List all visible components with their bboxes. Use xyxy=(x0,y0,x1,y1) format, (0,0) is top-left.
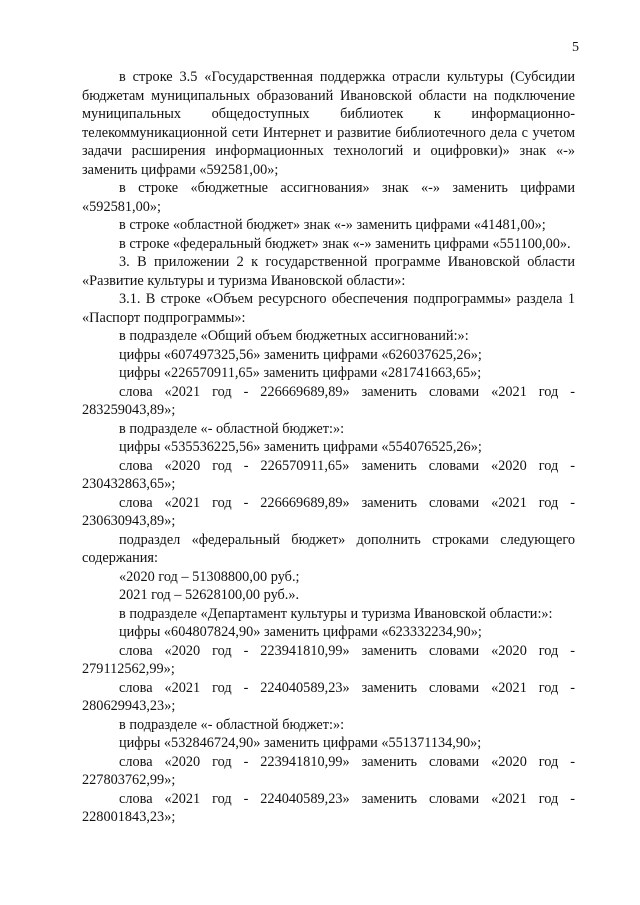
paragraph: цифры «607497325,56» заменить цифрами «626037625,26»; xyxy=(119,346,482,363)
paragraph: в строке «бюджетные ассигнования» знак «-» заменить цифрами «592581,00»; xyxy=(82,180,575,215)
paragraph: цифры «604807824,90» заменить цифрами «623332234,90»; xyxy=(119,624,482,640)
paragraph: цифры «532846724,90» заменить цифрами «551371134,90»; xyxy=(119,735,482,751)
paragraph: в подразделе «- областной бюджет:»: xyxy=(119,716,345,733)
paragraph: 3. В приложении 2 к государственной программе Ивановской области «Развитие культуры и туризма Ивановской области»: xyxy=(82,254,575,289)
document-body xyxy=(82,68,575,827)
paragraph: в строке 3.5 «Государственная поддержка отрасли культуры (Субсидии бюджетам муниципальных образований Ивановской области на подключение муниципальных общедоступных библиотек к информационно-телекоммуникационной сети Интернет и развитие библиотечного дела с учетом задачи расширения информационных технологий и оцифровки)» знак «-» заменить цифрами «592581,00»; xyxy=(82,69,575,178)
page-number: 5 xyxy=(572,40,579,55)
paragraph: слова «2021 год - 224040589,23» заменить словами «2021 год - 228001843,23»; xyxy=(82,790,575,825)
paragraph: цифры «535536225,56» заменить цифрами «554076525,26»; xyxy=(119,439,482,455)
paragraph: в подразделе «Общий объем бюджетных ассигнований:»: xyxy=(119,328,469,344)
paragraph: подраздел «федеральный бюджет» дополнить строками следующего содержания: xyxy=(82,531,575,566)
paragraph: слова «2021 год - 226669689,89» заменить словами «2021 год - 230630943,89»; xyxy=(82,494,575,529)
paragraph: в строке «областной бюджет» знак «-» заменить цифрами «41481,00»; xyxy=(119,217,546,233)
paragraph: цифры «226570911,65» заменить цифрами «281741663,65»; xyxy=(119,365,482,381)
paragraph: слова «2021 год - 226669689,89» заменить словами «2021 год - 283259043,89»; xyxy=(82,383,575,418)
paragraph: в подразделе «- областной бюджет:»: xyxy=(119,420,345,437)
paragraph: 2021 год – 52628100,00 руб.». xyxy=(119,587,300,603)
paragraph: в подразделе «Департамент культуры и туризма Ивановской области:»: xyxy=(119,605,553,622)
paragraph: в строке «федеральный бюджет» знак «-» заменить цифрами «551100,00». xyxy=(119,235,571,252)
paragraph: слова «2021 год - 224040589,23» заменить словами «2021 год - 280629943,23»; xyxy=(82,679,575,714)
paragraph: слова «2020 год - 223941810,99» заменить словами «2020 год - 227803762,99»; xyxy=(82,753,575,788)
paragraph: 3.1. В строке «Объем ресурсного обеспечения подпрограммы» раздела 1 «Паспорт подпрограммы»: xyxy=(82,291,575,326)
paragraph: слова «2020 год - 226570911,65» заменить словами «2020 год - 230432863,65»; xyxy=(82,457,575,492)
paragraph: слова «2020 год - 223941810,99» заменить словами «2020 год - 279112562,99»; xyxy=(82,642,575,677)
paragraph: «2020 год – 51308800,00 руб.; xyxy=(119,568,300,585)
